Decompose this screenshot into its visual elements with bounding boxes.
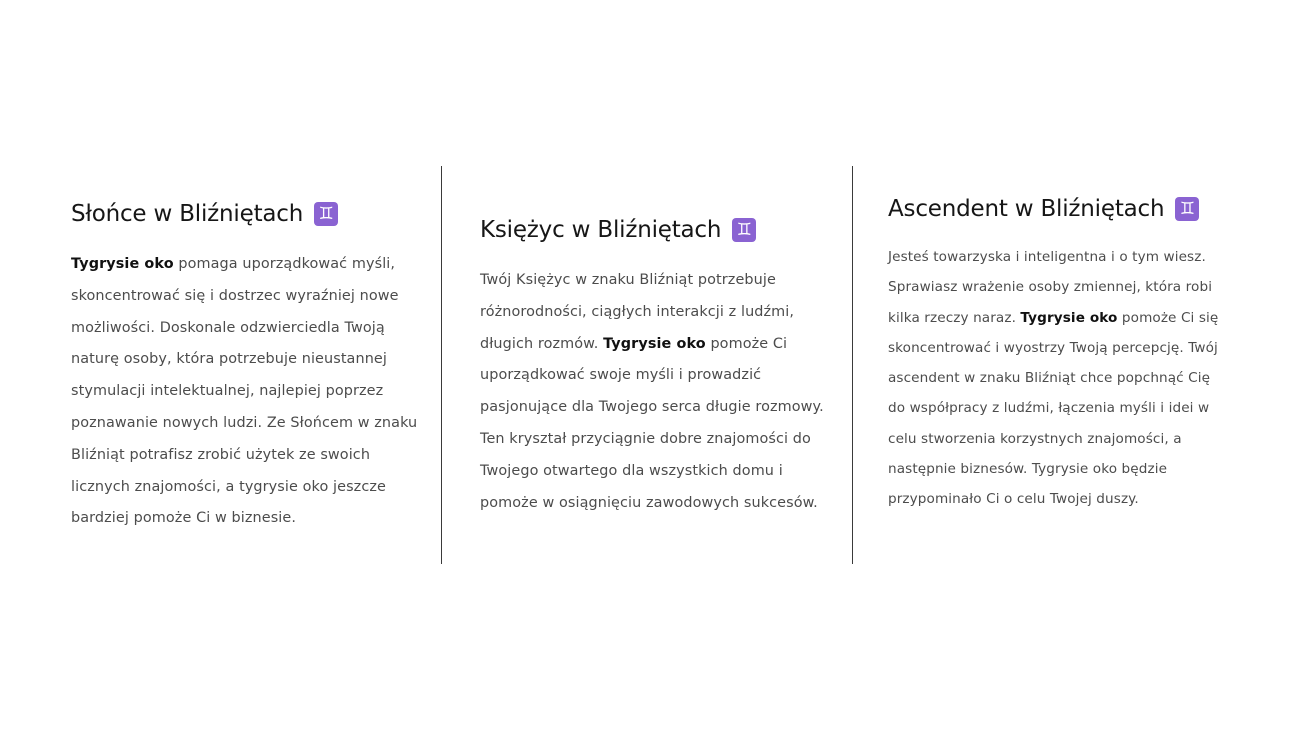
gemini-icon: ♊ <box>314 202 338 226</box>
ascendant-sign-text-after: pomoże Ci się skoncentrować i wyostrzy Twoją percepcję. Twój ascendent w znaku Bliźniąt chce popchnąć Cię do współpracy z ludźmi, łączenia myśli i idei w celu stworzenia korzystnych znajomości, a następnie biznesów. Tygrysie oko będzie przypominało Ci o celu Twojej duszy. <box>888 309 1219 508</box>
moon-sign-stone-name: Tygrysie oko <box>603 335 706 352</box>
moon-sign-column <box>480 213 832 519</box>
moon-sign-description <box>480 265 832 519</box>
ascendant-sign-heading-text: Ascendent w Bliźniętach <box>888 196 1165 222</box>
gemini-icon: ♊ <box>732 218 756 242</box>
column-divider <box>852 166 853 564</box>
ascendant-sign-stone-name: Tygrysie oko <box>1020 309 1118 326</box>
moon-sign-heading-text: Księżyc w Bliźniętach <box>480 217 722 243</box>
sun-sign-stone-name: Tygrysie oko <box>71 256 174 272</box>
gemini-icon: ♊ <box>1175 197 1199 221</box>
moon-sign-text-before: Twój Księżyc w znaku Bliźniąt potrzebuje różnorodności, ciągłych interakcji z ludźmi, długich rozmów. <box>480 272 795 352</box>
ascendant-sign-column <box>888 192 1228 515</box>
sun-sign-heading <box>71 197 423 231</box>
sun-sign-heading-text: Słońce w Bliźniętach <box>71 201 304 227</box>
sun-sign-text-after: pomaga uporządkować myśli, skoncentrować się i dostrzec wyraźniej nowe możliwości. Doskonale odzwierciedla Twoją naturę osoby, która potrzebuje nieustannej stymulacji intelektualnej, najlepiej poprzez poznawanie nowych ludzi. Ze Słońcem w znaku Bliźniąt potrafisz zrobić użytek ze swoich licznych znajomości, a tygrysie oko jeszcze bardziej pomoże Ci w biznesie. <box>71 256 418 527</box>
ascendant-sign-heading <box>888 192 1228 226</box>
moon-sign-heading <box>480 213 832 247</box>
ascendant-sign-description <box>888 242 1228 515</box>
column-divider <box>441 166 442 564</box>
moon-sign-text-after: pomoże Ci uporządkować swoje myśli i prowadzić pasjonujące dla Twojego serca długie rozmowy. Ten kryształ przyciągnie dobre znajomości do Twojego otwartego dla wszystkich domu i pomoże w osiągnięciu zawodowych sukcesów. <box>480 335 824 511</box>
ascendant-sign-text-before: Jesteś towarzyska i inteligentna i o tym wiesz. Sprawiasz wrażenie osoby zmiennej, która robi kilka rzeczy naraz. <box>888 249 1213 326</box>
sun-sign-description <box>71 249 423 535</box>
sun-sign-column <box>71 197 423 535</box>
